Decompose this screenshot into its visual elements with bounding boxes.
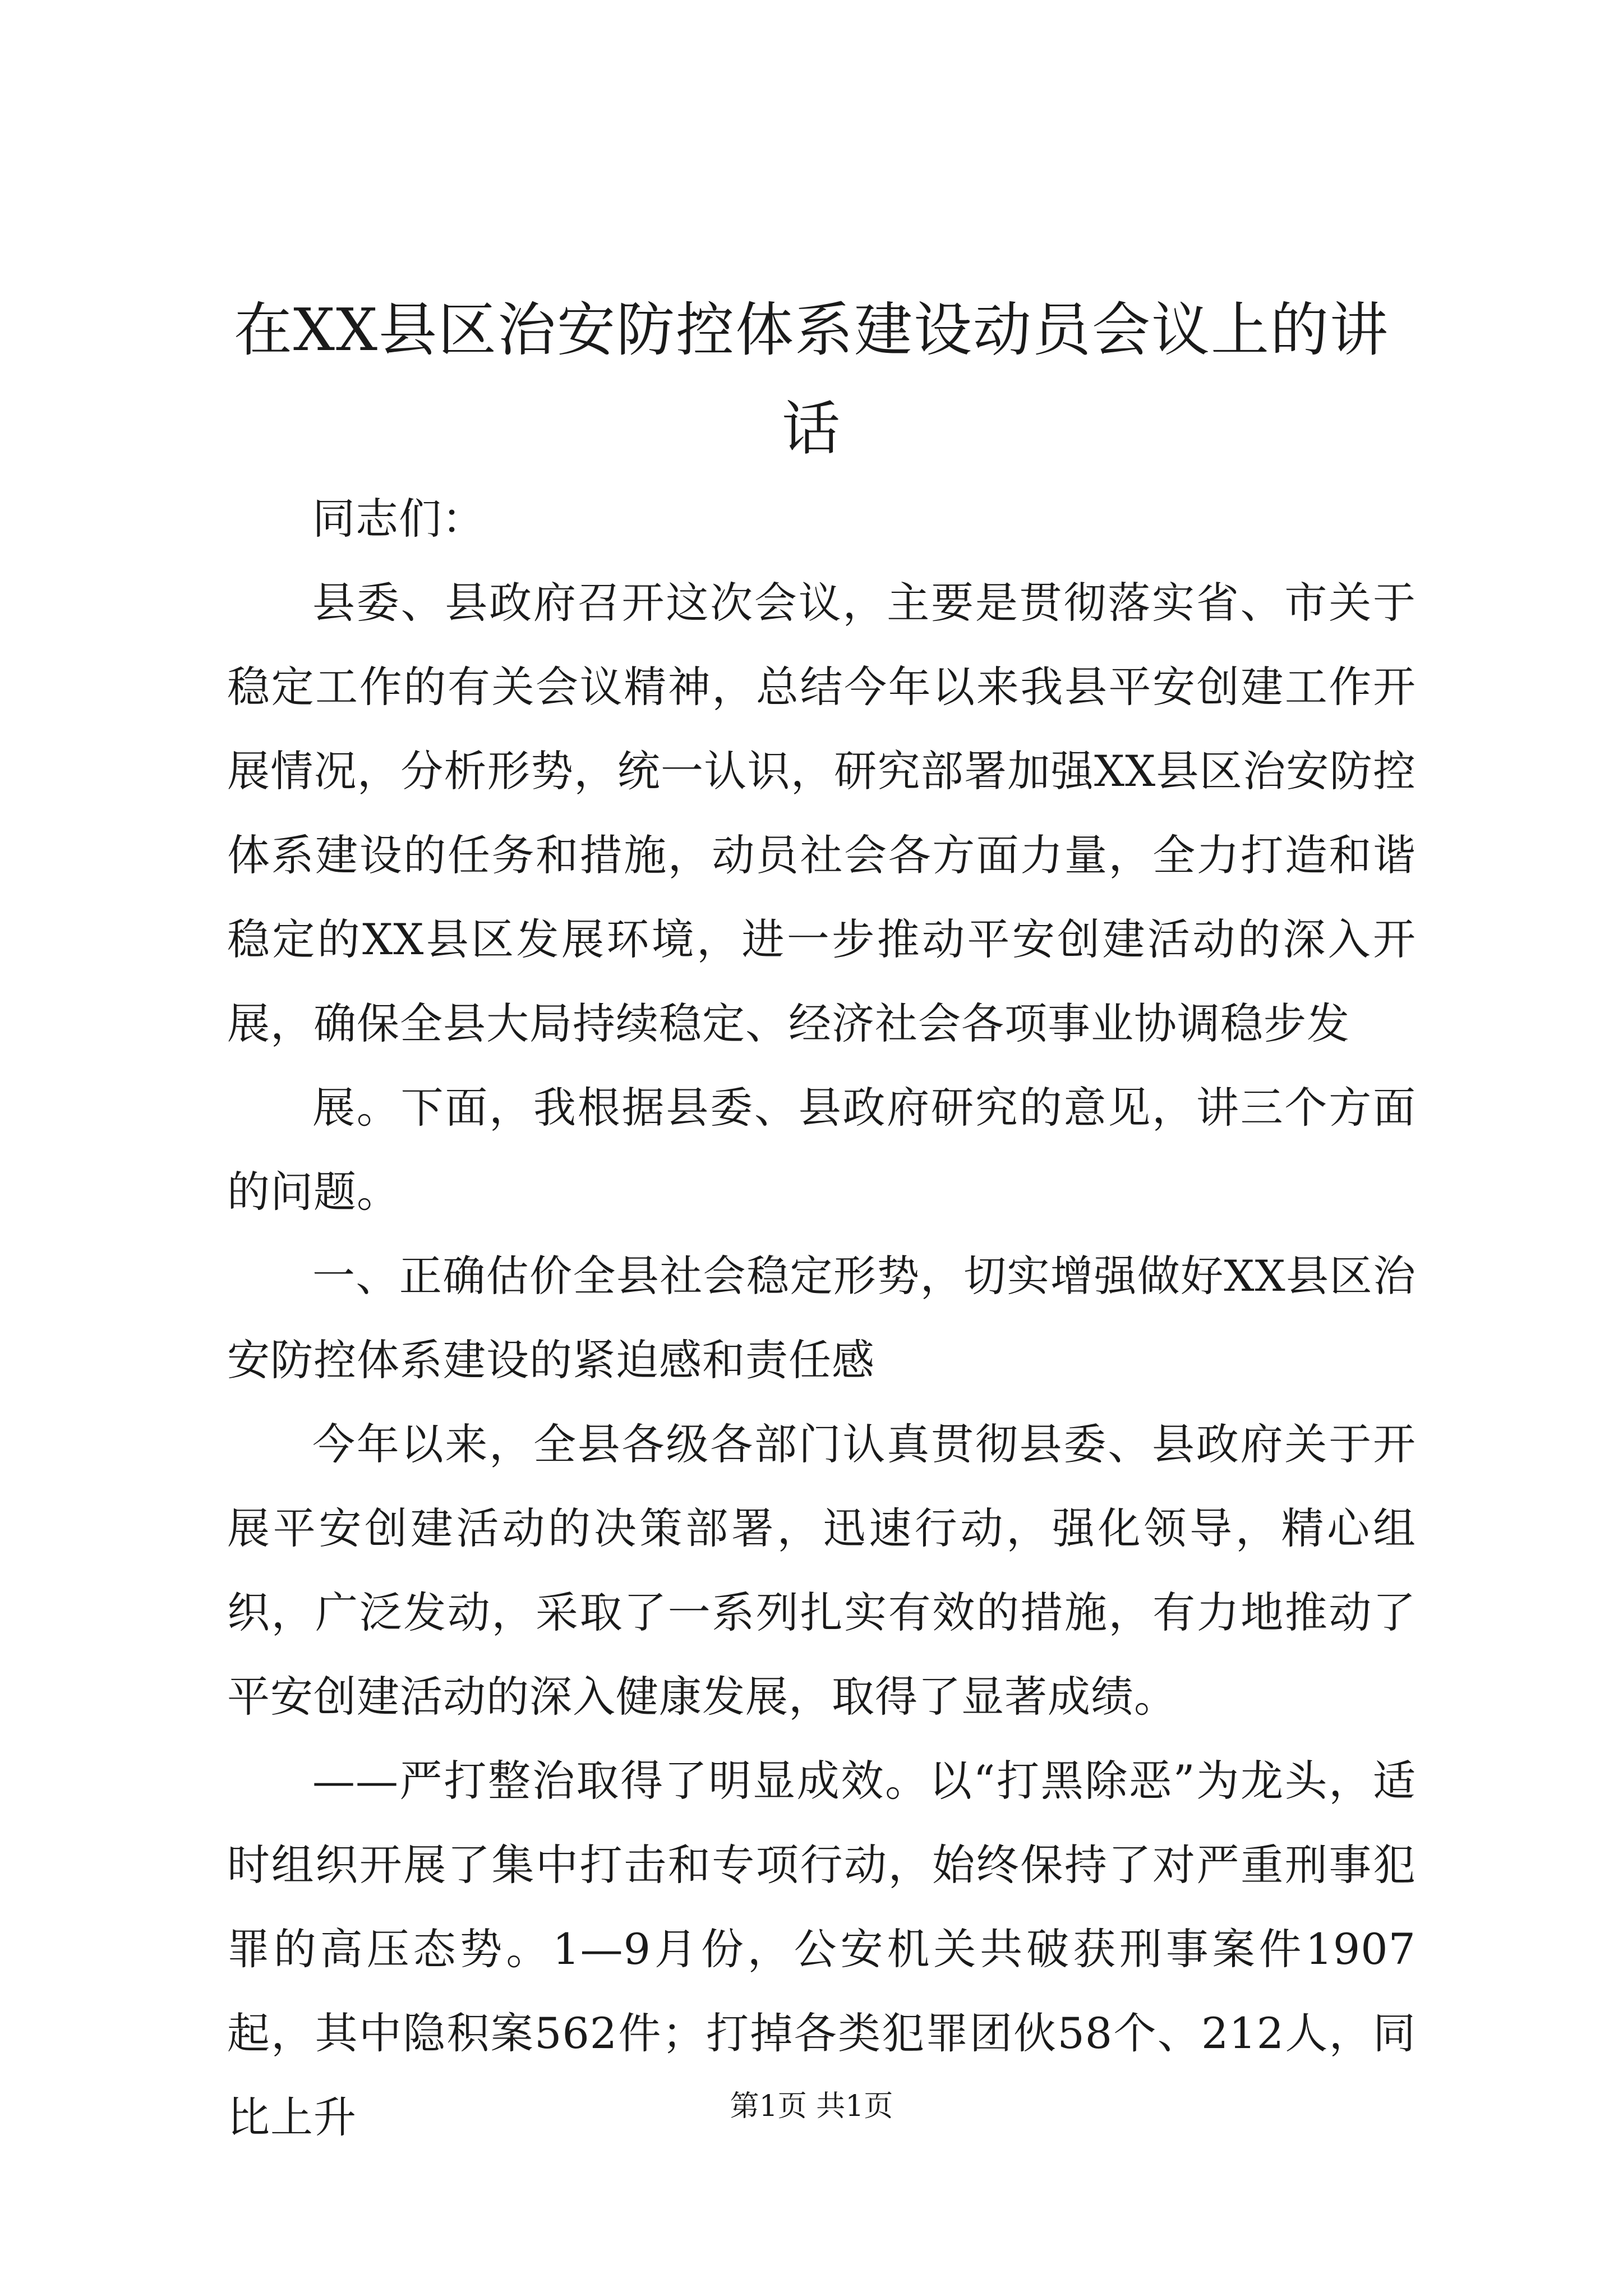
- body-paragraph: 县委、县政府召开这次会议，主要是贯彻落实省、市关于稳定工作的有关会议精神，总结今年以来我县平安创建工作开展情况，分析形势，统一认识，研究部署加强XX县区治安防控体系建设的任务和措施，动员社会各方面力量，全力打造和谐稳定的XX县区发展环境，进一步推动平安创建活动的深入开展，确保全县大局持续稳定、经济社会各项事业协调稳步发: [227, 578, 1416, 1048]
- section-heading: 一、正确估价全县社会稳定形势，切实增强做好XX县区治安防控体系建设的紧迫感和责任感: [227, 1251, 1416, 1385]
- body-paragraph: ——严打整治取得了明显成效。以“打黑除恶”为龙头，适时组织开展了集中打击和专项行动，始终保持了对严重刑事犯罪的高压态势。1—9月份，公安机关共破获刑事案件1907起，其中隐积案562件；打掉各类犯罪团伙58个、212人，同比上升: [227, 1756, 1416, 2142]
- body-paragraph: 今年以来，全县各级各部门认真贯彻县委、县政府关于开展平安创建活动的决策部署，迅速行动，强化领导，精心组织，广泛发动，采取了一系列扎实有效的措施，有力地推动了平安创建活动的深入健康发展，取得了显著成绩。: [227, 1419, 1416, 1722]
- document-body: [227, 477, 1416, 2160]
- salutation-paragraph: 同志们：: [312, 494, 485, 544]
- page-footer: 第1页 共1页: [730, 2090, 893, 2123]
- document-title: 在XX县区治安防控体系建设动员会议上的讲话: [233, 296, 1390, 463]
- body-paragraph: 展。下面，我根据县委、县政府研究的意见，讲三个方面的问题。: [227, 1083, 1416, 1217]
